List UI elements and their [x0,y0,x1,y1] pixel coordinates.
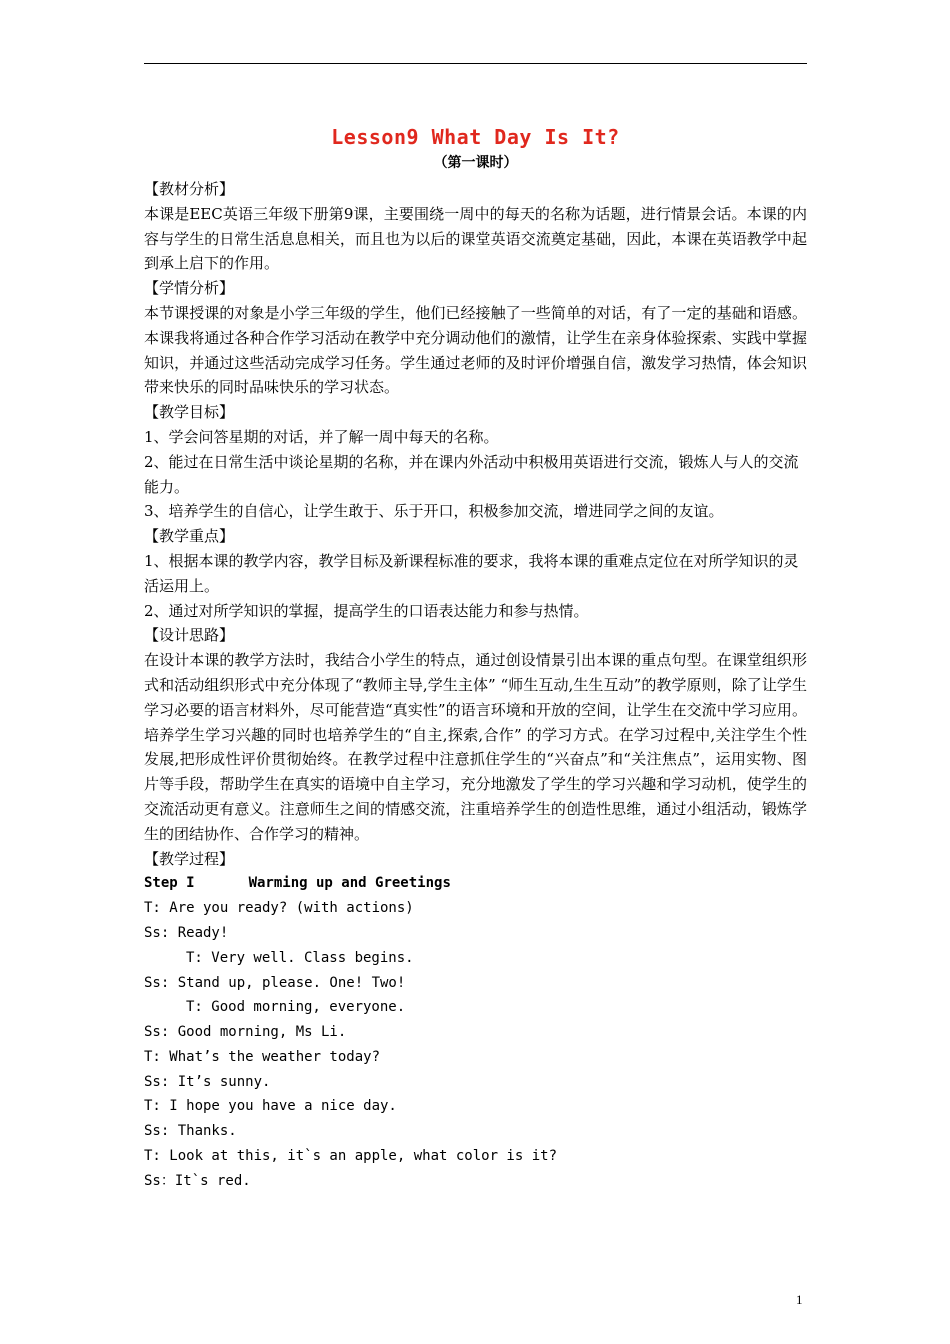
dialogue-line: Ss: It’s sunny. [144,1073,271,1090]
dialogue-line: Ss: Thanks. [144,1123,237,1140]
objective-item: 2、能过在日常生活中谈论星期的名称，并在课内外活动中积极用英语进行交流，锻炼人与人的交流能力。 [144,452,799,496]
dialogue-line: T: Look at this, it`s an apple, what color is it? [144,1148,558,1165]
dialogue-line: Ss: Good morning, Ms Li. [144,1024,347,1041]
page-number: 1 [796,1292,803,1307]
objective-item: 3、培养学生的自信心，让学生敢于、乐于开口，积极参加交流，增进同学之间的友谊。 [144,502,724,521]
section-heading-process: 【教学过程】 [144,849,235,868]
dialogue-line: Ss：It`s red. [144,1172,251,1189]
lesson-subtitle: （第一课时） [433,155,518,171]
section-heading-material: 【教材分析】 [144,180,235,198]
dialogue-line: T: I hope you have a nice day. [144,1098,397,1115]
section-heading-key-points: 【教学重点】 [144,527,235,546]
key-point-item: 2、通过对所学知识的掌握，提高学生的口语表达能力和参与热情。 [144,601,589,620]
step-heading [144,871,807,896]
dialogue-line: Ss: Stand up, please. One! Two! [144,974,406,991]
section-text-design: 在设计本课的教学方法时，我结合小学生的特点，通过创设情景引出本课的重点句型。在课堂组织形式和活动组织形式中充分体现了“教师主导,学生主体” “师生互动,生生互动”的教学原则，除了让学生学习必要的语言材料外，尽可能营造“真实性”的语言环境和开放的空间，让学生在交流中学习应用。培养学生学习兴趣的同时也培养学生的“自主,探索,合作” 的学习方式。在学习过程中,关注学生个性发展,把形成性评价贯彻始终。在教学过程中注意抓住学生的“兴奋点”和“关注焦点”，运用实物、图片等手段，帮助学生在真实的语境中自主学习，充分地激发了学生的学习兴趣和学习动机，使学生的交流活动更有意义。注意师生之间的情感交流，注重培养学生的创造性思维，通过小组活动，锻炼学生的团结协作、合作学习的精神。 [144,651,807,843]
step-title: Warming up and Greetings [248,875,451,892]
dialogue-line: T: Good morning, everyone. [186,999,406,1016]
section-heading-design: 【设计思路】 [144,626,235,645]
dialogue-line: T: What’s the weather today? [144,1048,381,1065]
lesson-title: Lesson9 What Day Is It? [331,125,620,149]
section-heading-students: 【学情分析】 [144,279,235,298]
section-heading-objectives: 【教学目标】 [144,403,235,422]
header-rule [144,63,807,64]
dialogue-line: T: Very well. Class begins. [186,949,414,966]
section-text-students: 本节课授课的对象是小学三年级的学生，他们已经接触了一些简单的对话，有了一定的基础和语感。本课我将通过各种合作学习活动在教学中充分调动他们的激情，让学生在亲身体验探索、实践中掌握知识，并通过这些活动完成学习任务。学生通过老师的及时评价增强自信，激发学习热情，体会知识带来快乐的同时品味快乐的学习状态。 [144,303,807,397]
step-label: Step I [144,875,195,892]
objective-item: 1、学会问答星期的对话，并了解一周中每天的名称。 [144,427,499,446]
dialogue-line: Ss: Ready! [144,924,229,941]
key-point-item: 1、根据本课的教学内容，教学目标及新课程标准的要求，我将本课的重难点定位在对所学知识的灵活运用上。 [144,551,799,595]
section-text-material: 本课是EEC英语三年级下册第9课，主要围绕一周中的每天的名称为话题，进行情景会话。本课的内容与学生的日常生活息息相关，而且也为以后的课堂英语交流奠定基础，因此，本课在英语教学中起到承上启下的作用。 [144,204,807,273]
dialogue-line: T: Are you ready? (with actions) [144,900,414,917]
document-page [144,122,807,1194]
